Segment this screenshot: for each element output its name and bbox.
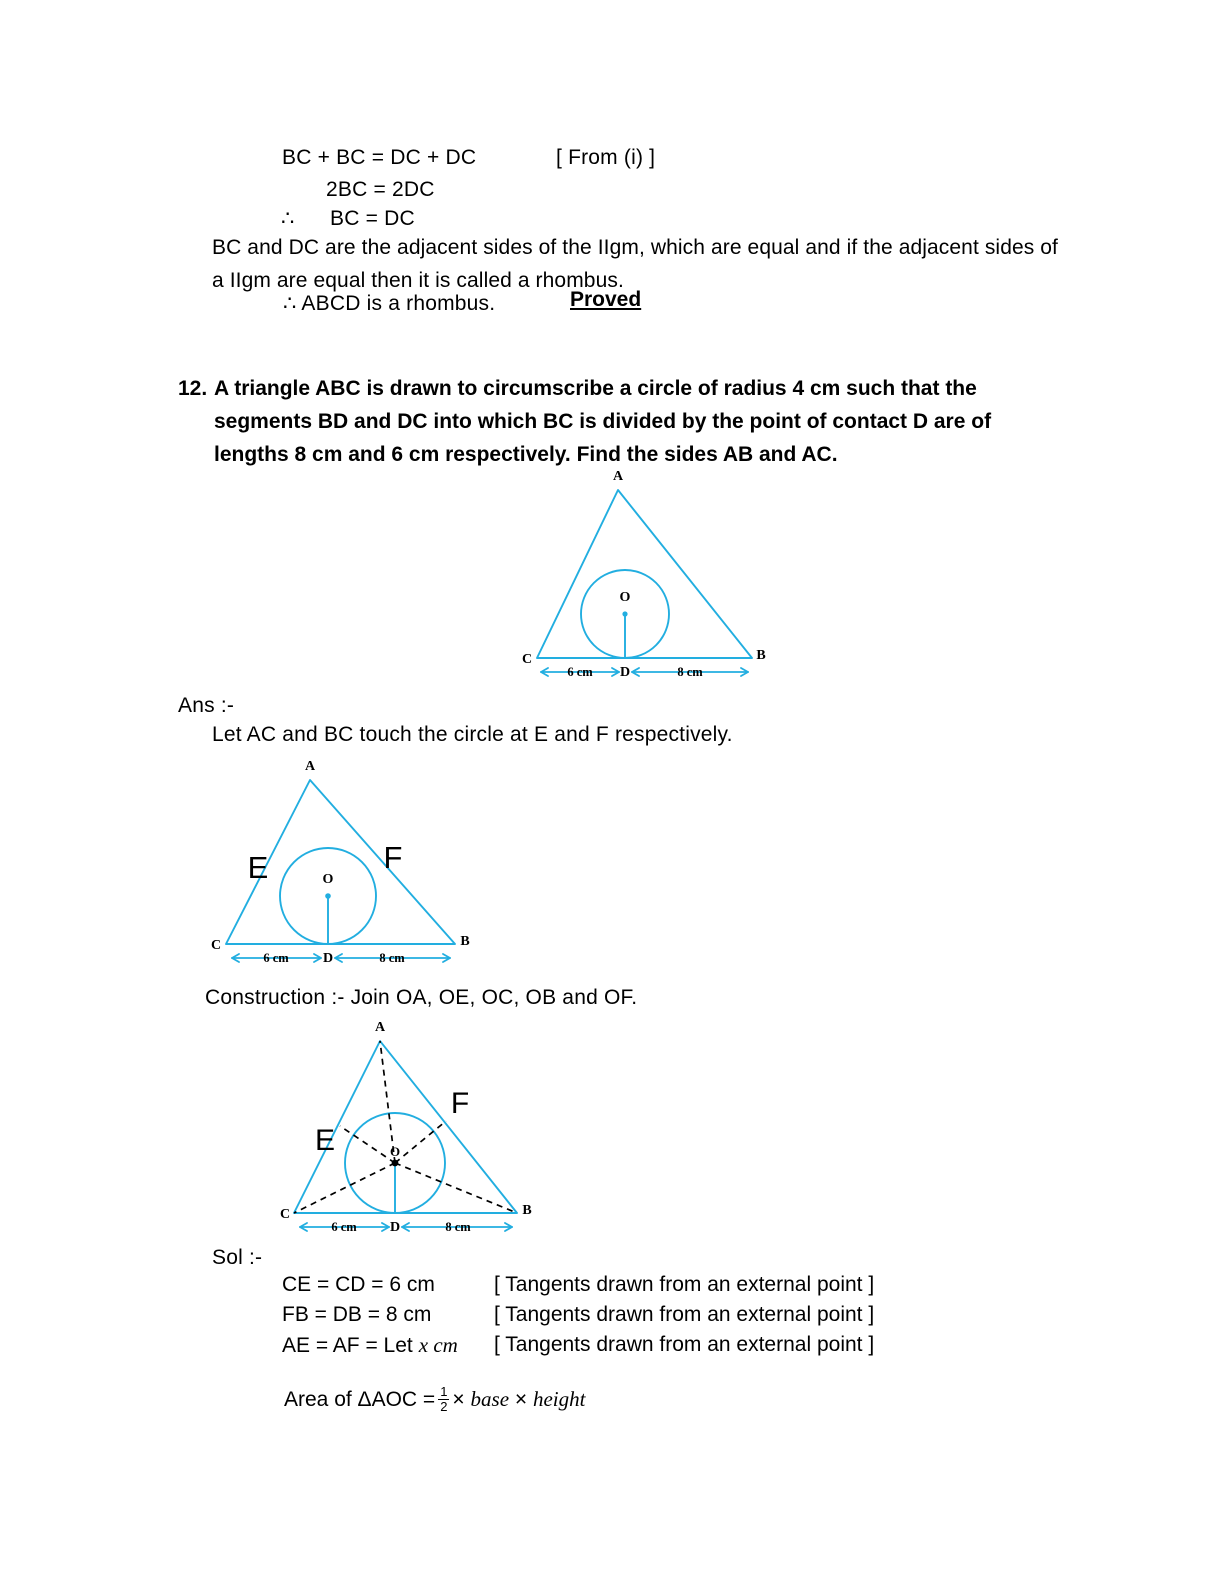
one-half-fraction [438, 1385, 449, 1414]
figure-2-triangle-incircle-EF [200, 752, 485, 970]
solution-row-2-statement: FB = DB = 8 cm [282, 1303, 432, 1326]
solution-row [282, 1330, 874, 1360]
figure-3-label-C: C [280, 1207, 291, 1222]
figure-3-dim-right: 8 cm [445, 1220, 471, 1234]
area-formula-height: height [532, 1387, 586, 1411]
solution-label: Sol :- [212, 1246, 263, 1269]
figure-2-label-A: A [304, 759, 316, 774]
figure-1-dim-left: 6 cm [567, 665, 593, 679]
solution-row-1-statement: CE = CD = 6 cm [282, 1273, 435, 1296]
proof-line-1-reference: [ From (i) ] [556, 146, 656, 169]
proof-paragraph: BC and DC are the adjacent sides of the IIgm, which are equal and if the adjacent sides of a IIgm are equal then it is called a rhombus. [212, 236, 1058, 292]
area-formula-prefix: Area of ΔAOC = [284, 1388, 436, 1411]
area-formula-times-2: × [514, 1388, 528, 1411]
figure-3-label-E: E [314, 1124, 336, 1157]
question-number: 12. [178, 377, 208, 400]
proof-line-3: BC = DC [330, 207, 415, 230]
fraction-numerator: 1 [440, 1384, 448, 1400]
solution-row-2-reason: [ Tangents drawn from an external point ] [494, 1303, 875, 1326]
fraction-denominator: 2 [440, 1398, 448, 1414]
answer-statement: Let AC and BC touch the circle at E and F respectively. [212, 723, 733, 746]
solution-row-3-statement-italic: x cm [418, 1333, 458, 1357]
solution-row-1-reason: [ Tangents drawn from an external point ] [494, 1273, 875, 1296]
answer-label: Ans :- [178, 694, 235, 717]
figure-3-label-B: B [522, 1203, 532, 1218]
figure-2-label-B: B [460, 934, 470, 949]
figure-1-label-B: B [756, 648, 766, 663]
figure-1-dim-right: 8 cm [677, 665, 703, 679]
proof-line-2: 2BC = 2DC [326, 178, 435, 201]
figure-2-label-D: D [322, 951, 334, 966]
proved-label: Proved [570, 288, 642, 311]
solution-row [282, 1270, 874, 1300]
question-text: A triangle ABC is drawn to circumscribe a circle of radius 4 cm such that the segments BD and DC into which BC is divided by the point of contact D are of lengths 8 cm and 6 cm respectively. Find the sides AB and AC. [214, 377, 992, 466]
figure-3-triangle-construction [280, 1008, 555, 1236]
figure-2-dim-right: 8 cm [379, 951, 405, 965]
figure-2-label-C: C [210, 938, 222, 953]
figure-3-label-D: D [389, 1220, 401, 1235]
figure-1-label-C: C [521, 652, 533, 667]
construction-text: Construction :- Join OA, OE, OC, OB and OF. [205, 986, 638, 1009]
area-formula [284, 1385, 585, 1415]
area-formula-base: base [470, 1387, 510, 1411]
figure-1-label-A: A [612, 469, 624, 484]
figure-3-dim-left: 6 cm [331, 1220, 357, 1234]
solution-row [282, 1300, 874, 1330]
figure-2-dim-left: 6 cm [263, 951, 289, 965]
figure-1-label-D: D [619, 665, 631, 680]
figure-3-label-A: A [374, 1020, 386, 1035]
question-12 [178, 372, 1030, 471]
therefore-symbol-1: ∴ [281, 207, 295, 230]
solution-row-3-statement [282, 1330, 494, 1361]
figure-1-label-O: O [619, 590, 631, 605]
solution-statements [282, 1270, 874, 1360]
area-formula-times-1: × [452, 1388, 465, 1411]
figure-2-label-F: F [383, 840, 403, 875]
figure-2-label-O: O [322, 872, 334, 887]
proof-line-1: BC + BC = DC + DC [282, 146, 477, 169]
figure-3-label-F: F [450, 1087, 470, 1120]
proof-conclusion: ∴ ABCD is a rhombus. [283, 292, 496, 315]
solution-row-3-statement-plain: AE = AF = Let [282, 1334, 413, 1357]
solution-row-3-reason: [ Tangents drawn from an external point ] [494, 1333, 875, 1356]
figure-3-label-O: O [389, 1144, 401, 1159]
figure-2-label-E: E [247, 850, 269, 885]
figure-1-triangle-incircle [505, 462, 775, 687]
